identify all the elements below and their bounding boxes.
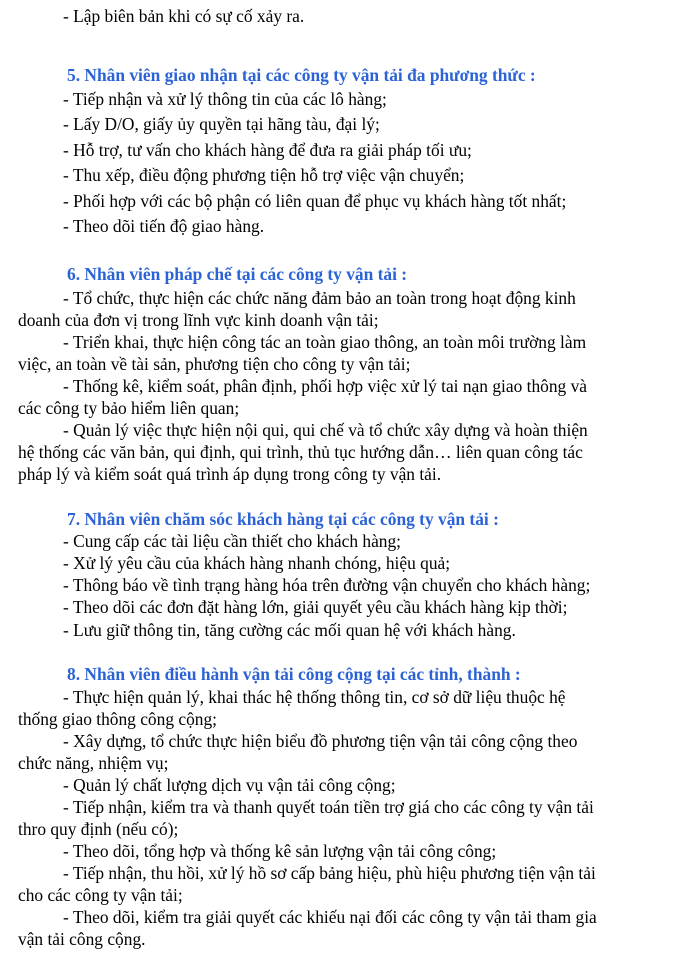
- section-6-heading: 6. Nhân viên pháp chế tại các công ty vận tải :: [67, 264, 408, 284]
- list-item-continuation: vận tải công cộng.: [18, 929, 146, 949]
- list-item: - Thông báo về tình trạng hàng hóa trên đường vận chuyển cho khách hàng;: [63, 575, 591, 595]
- list-item-continuation: cho các công ty vận tải;: [18, 885, 183, 905]
- list-item: - Xây dựng, tổ chức thực hiện biểu đồ phương tiện vận tải công cộng theo: [63, 731, 578, 751]
- list-item: - Theo dõi, tổng hợp và thống kê sản lượng vận tải công công;: [63, 841, 497, 861]
- section-7-heading: 7. Nhân viên chăm sóc khách hàng tại các công ty vận tải :: [67, 509, 499, 529]
- list-item-continuation: việc, an toàn về tài sản, phương tiện cho công ty vận tải;: [18, 354, 411, 374]
- list-item: - Theo dõi, kiểm tra giải quyết các khiếu nại đối các công ty vận tải tham gia: [63, 907, 597, 927]
- list-item: - Xử lý yêu cầu của khách hàng nhanh chóng, hiệu quả;: [63, 553, 451, 573]
- list-item: - Lập biên bản khi có sự cố xảy ra.: [63, 6, 305, 26]
- list-item: - Tiếp nhận, kiểm tra và thanh quyết toán tiền trợ giá cho các công ty vận tải: [63, 797, 594, 817]
- list-item: - Thu xếp, điều động phương tiện hỗ trợ việc vận chuyển;: [63, 165, 465, 185]
- list-item: - Hỗ trợ, tư vấn cho khách hàng để đưa ra giải pháp tối ưu;: [63, 140, 472, 160]
- list-item: - Thực hiện quản lý, khai thác hệ thống thông tin, cơ sở dữ liệu thuộc hệ: [63, 687, 566, 707]
- list-item-continuation: thro quy định (nếu có);: [18, 819, 179, 839]
- list-item-continuation: hệ thống các văn bản, qui định, qui trình, thủ tục hướng dẫn… liên quan công tác: [18, 442, 583, 462]
- list-item-continuation: các công ty bảo hiểm liên quan;: [18, 398, 240, 418]
- list-item-continuation: thống giao thông công cộng;: [18, 709, 217, 729]
- list-item: - Theo dõi tiến độ giao hàng.: [63, 216, 265, 236]
- list-item: - Quản lý việc thực hiện nội qui, qui chế và tổ chức xây dựng và hoàn thiện: [63, 420, 588, 440]
- list-item: - Cung cấp các tài liệu cần thiết cho khách hàng;: [63, 531, 402, 551]
- list-item: - Lấy D/O, giấy ủy quyền tại hãng tàu, đại lý;: [63, 114, 380, 134]
- section-5-heading: 5. Nhân viên giao nhận tại các công ty vận tải đa phương thức :: [67, 65, 536, 85]
- list-item: - Triển khai, thực hiện công tác an toàn giao thông, an toàn môi trường làm: [63, 332, 587, 352]
- section-8-heading: 8. Nhân viên điều hành vận tải công cộng tại các tỉnh, thành :: [67, 664, 521, 684]
- list-item: - Lưu giữ thông tin, tăng cường các mối quan hệ với khách hàng.: [63, 620, 516, 640]
- list-item: - Thống kê, kiểm soát, phân định, phối hợp việc xử lý tai nạn giao thông và: [63, 376, 587, 396]
- list-item: - Phối hợp với các bộ phận có liên quan để phục vụ khách hàng tốt nhất;: [63, 191, 567, 211]
- list-item-continuation: pháp lý và kiểm soát quá trình áp dụng trong công ty vận tải.: [18, 464, 442, 484]
- list-item: - Tiếp nhận, thu hồi, xử lý hồ sơ cấp bảng hiệu, phù hiệu phương tiện vận tải: [63, 863, 596, 883]
- list-item: - Quản lý chất lượng dịch vụ vận tải công cộng;: [63, 775, 396, 795]
- list-item-continuation: chức năng, nhiệm vụ;: [18, 753, 169, 773]
- list-item-continuation: doanh của đơn vị trong lĩnh vực kinh doanh vận tải;: [18, 310, 379, 330]
- list-item: - Tiếp nhận và xử lý thông tin của các lô hàng;: [63, 89, 387, 109]
- list-item: - Theo dõi các đơn đặt hàng lớn, giải quyết yêu cầu khách hàng kịp thời;: [63, 597, 568, 617]
- list-item: - Tổ chức, thực hiện các chức năng đảm bảo an toàn trong hoạt động kinh: [63, 288, 576, 308]
